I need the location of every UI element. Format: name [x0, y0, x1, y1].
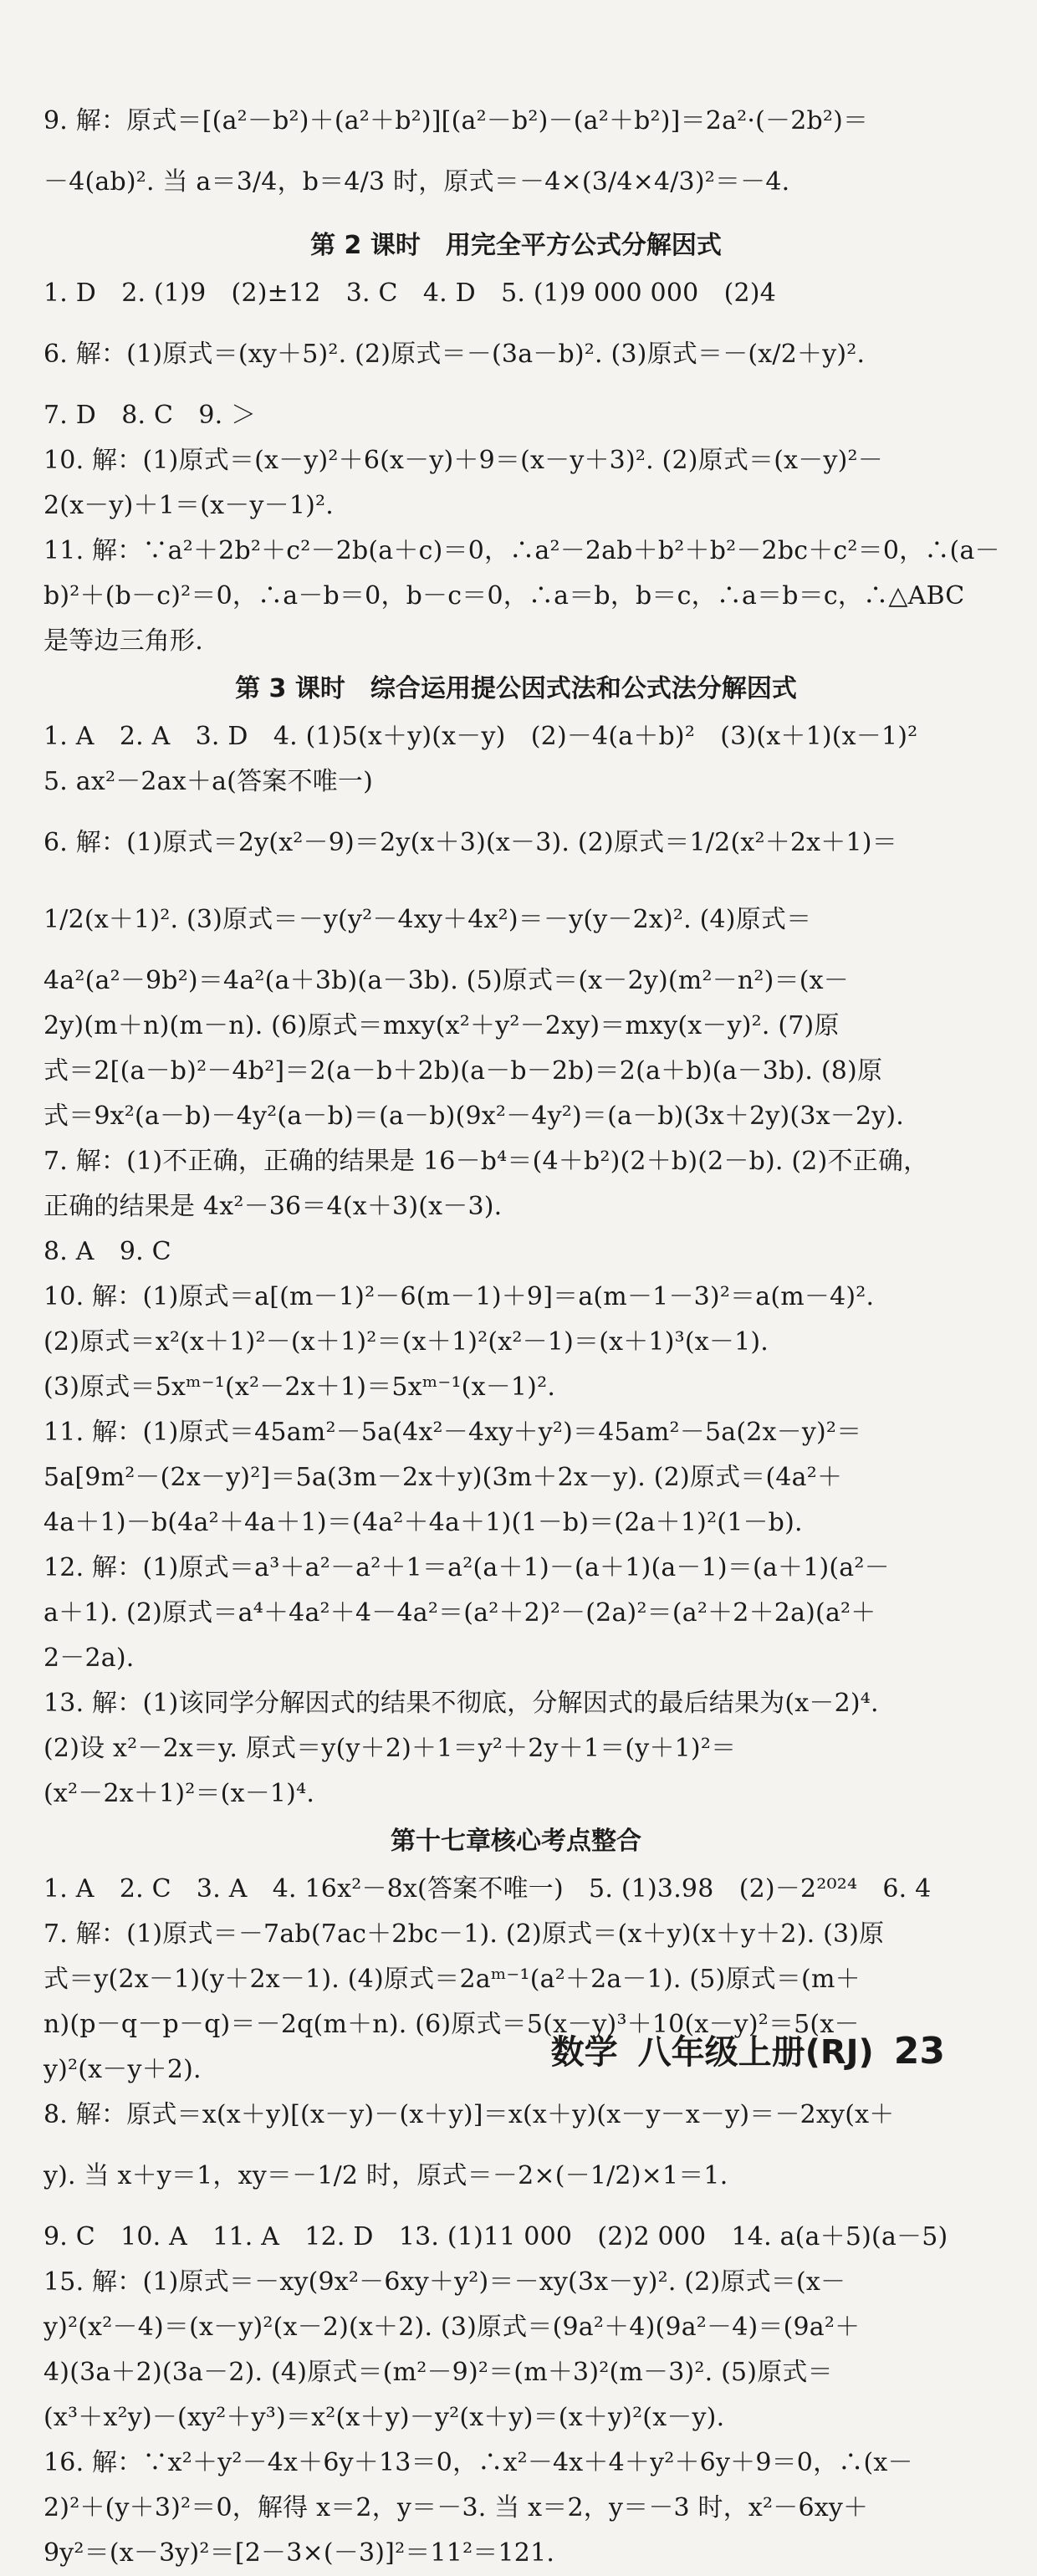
subject-label: 数学: [550, 2033, 618, 2072]
page-number: 23: [893, 2030, 945, 2073]
text-line: a＋1). (2)原式＝a⁴＋4a²＋4－4a²＝(a²＋2)²－(2a)²＝(a²＋2＋2a)(a²＋: [43, 1598, 876, 1628]
text-line: 2(x－y)＋1＝(x－y－1)².: [43, 491, 334, 520]
section-heading: 第十七章核心考点整合: [391, 1827, 641, 1856]
text-line: 7. 解：(1)不正确，正确的结果是 16－b⁴＝(4＋b²)(2＋b)(2－b). (2)不正确，: [43, 1147, 929, 1176]
text-line: 1/2(x＋1)². (3)原式＝－y(y²－4xy＋4x²)＝－y(y－2x)². (4)原式＝: [43, 905, 812, 934]
text-line: 4a²(a²－9b²)＝4a²(a＋3b)(a－3b). (5)原式＝(x－2y)(m²－n²)＝(x－: [43, 966, 849, 995]
text-line: －4(ab)². 当 a＝3/4，b＝4/3 时，原式＝－4×(3/4×4/3)²＝－4.: [43, 167, 790, 197]
answer-content: [43, 99, 1000, 2576]
text-line: 1. A 2. A 3. D 4. (1)5(x＋y)(x－y) (2)－4(a＋b)² (3)(x＋1)(x－1)²: [43, 722, 918, 751]
text-line: 8. 解：原式＝x(x＋y)[(x－y)－(x＋y)]＝x(x＋y)(x－y－x－y)＝－2xy(x＋: [43, 2100, 895, 2129]
text-line: 7. 解：(1)原式＝－7ab(7ac＋2bc－1). (2)原式＝(x＋y)(x＋y＋2). (3)原: [43, 1919, 885, 1949]
text-line: 9. 解：原式＝[(a²－b²)＋(a²＋b²)][(a²－b²)－(a²＋b²)]＝2a²·(－2b²)＝: [43, 106, 869, 135]
text-line: 5a[9m²－(2x－y)²]＝5a(3m－2x＋y)(3m＋2x－y). (2)原式＝(4a²＋: [43, 1463, 843, 1492]
section-heading: 第 2 课时 用完全平方公式分解因式: [310, 231, 722, 260]
text-line: 16. 解：∵x²＋y²－4x＋6y＋13＝0，∴x²－4x＋4＋y²＋6y＋9＝0，∴(x－: [43, 2448, 913, 2477]
text-line: 式＝y(2x－1)(y＋2x－1). (4)原式＝2aᵐ⁻¹(a²＋2a－1). (5)原式＝(m＋: [43, 1965, 861, 1994]
text-line: 5. ax²－2ax＋a(答案不唯一): [43, 767, 373, 796]
text-line: b)²＋(b－c)²＝0，∴a－b＝0，b－c＝0，∴a＝b，b＝c，∴a＝b＝c，∴△ABC: [43, 581, 965, 611]
text-line: 2y)(m＋n)(m－n). (6)原式＝mxy(x²＋y²－2xy)＝mxy(x－y)². (7)原: [43, 1011, 840, 1040]
text-line: 式＝2[(a－b)²－4b²]＝2(a－b＋2b)(a－b－2b)＝2(a＋b)(a－3b). (8)原: [43, 1056, 883, 1086]
text-line: 13. 解：(1)该同学分解因式的结果不彻底，分解因式的最后结果为(x－2)⁴.: [43, 1689, 879, 1718]
text-line: 12. 解：(1)原式＝a³＋a²－a²＋1＝a²(a＋1)－(a＋1)(a－1)＝(a＋1)(a²－: [43, 1553, 890, 1582]
text-line: 7. D 8. C 9. ＞: [43, 401, 257, 430]
text-line: 11. 解：(1)原式＝45am²－5a(4x²－4xy＋y²)＝45am²－5a(2x－y)²＝: [43, 1418, 862, 1447]
text-line: 4a＋1)－b(4a²＋4a＋1)＝(4a²＋4a＋1)(1－b)＝(2a＋1)²(1－b).: [43, 1508, 803, 1537]
text-line: 9. C 10. A 11. A 12. D 13. (1)11 000 (2)2 000 14. a(a＋5)(a－5): [43, 2222, 948, 2251]
text-line: n)(p－q－p－q)＝－2q(m＋n). (6)原式＝5(x－y)³＋10(x－y)²＝5(x－: [43, 2010, 860, 2039]
grade-label: 八年级上册(RJ): [637, 2033, 874, 2072]
text-line: 式＝9x²(a－b)－4y²(a－b)＝(a－b)(9x²－4y²)＝(a－b)(3x＋2y)(3x－2y).: [43, 1101, 905, 1131]
text-line: 10. 解：(1)原式＝a[(m－1)²－6(m－1)＋9]＝a(m－1－3)²＝a(m－4)².: [43, 1282, 875, 1311]
text-line: (x²－2x＋1)²＝(x－1)⁴.: [43, 1779, 315, 1808]
text-line: 2)²＋(y＋3)²＝0，解得 x＝2，y＝－3. 当 x＝2，y＝－3 时，x²－6xy＋: [43, 2493, 869, 2522]
text-line: 8. A 9. C: [43, 1237, 171, 1266]
text-line: (3)原式＝5xᵐ⁻¹(x²－2x＋1)＝5xᵐ⁻¹(x－1)².: [43, 1372, 556, 1402]
text-line: (x³＋x²y)－(xy²＋y³)＝x²(x＋y)－y²(x＋y)＝(x＋y)²(x－y).: [43, 2403, 725, 2432]
text-line: 是等边三角形.: [43, 626, 203, 656]
text-line: 6. 解：(1)原式＝2y(x²－9)＝2y(x＋3)(x－3). (2)原式＝1/2(x²＋2x＋1)＝: [43, 828, 897, 857]
text-line: 9y²＝(x－3y)²＝[2－3×(－3)]²＝11²＝121.: [43, 2538, 555, 2568]
text-line: 15. 解：(1)原式＝－xy(9x²－6xy＋y²)＝－xy(3x－y)². (2)原式＝(x－: [43, 2267, 846, 2297]
text-line: 10. 解：(1)原式＝(x－y)²＋6(x－y)＋9＝(x－y＋3)². (2)原式＝(x－y)²－: [43, 446, 883, 475]
text-line: 6. 解：(1)原式＝(xy＋5)². (2)原式＝－(3a－b)². (3)原式＝－(x/2＋y)².: [43, 340, 866, 369]
text-line: y). 当 x＋y＝1，xy＝－1/2 时，原式＝－2×(－1/2)×1＝1.: [43, 2161, 728, 2190]
text-line: (2)设 x²－2x＝y. 原式＝y(y＋2)＋1＝y²＋2y＋1＝(y＋1)²＝: [43, 1734, 737, 1763]
text-line: 1. D 2. (1)9 (2)±12 3. C 4. D 5. (1)9 000 000 (2)4: [43, 279, 777, 308]
text-line: (2)原式＝x²(x＋1)²－(x＋1)²＝(x＋1)²(x²－1)＝(x＋1)³(x－1).: [43, 1327, 769, 1357]
page-footer: [543, 2026, 945, 2073]
text-line: 正确的结果是 4x²－36＝4(x＋3)(x－3).: [43, 1192, 503, 1221]
text-line: 2－2a).: [43, 1643, 135, 1673]
text-line: y)²(x²－4)＝(x－y)²(x－2)(x＋2). (3)原式＝(9a²＋4)(9a²－4)＝(9a²＋: [43, 2313, 861, 2342]
text-line: 11. 解：∵a²＋2b²＋c²－2b(a＋c)＝0，∴a²－2ab＋b²＋b²－2bc＋c²＝0，∴(a－: [43, 536, 1000, 565]
section-heading: 第 3 课时 综合运用提公因式法和公式法分解因式: [235, 674, 797, 703]
text-line: 4)(3a＋2)(3a－2). (4)原式＝(m²－9)²＝(m＋3)²(m－3)². (5)原式＝: [43, 2358, 833, 2387]
text-line: y)²(x－y＋2).: [43, 2055, 202, 2084]
text-line: 1. A 2. C 3. A 4. 16x²－8x(答案不唯一) 5. (1)3.98 (2)－2²⁰²⁴ 6. 4: [43, 1874, 932, 1904]
